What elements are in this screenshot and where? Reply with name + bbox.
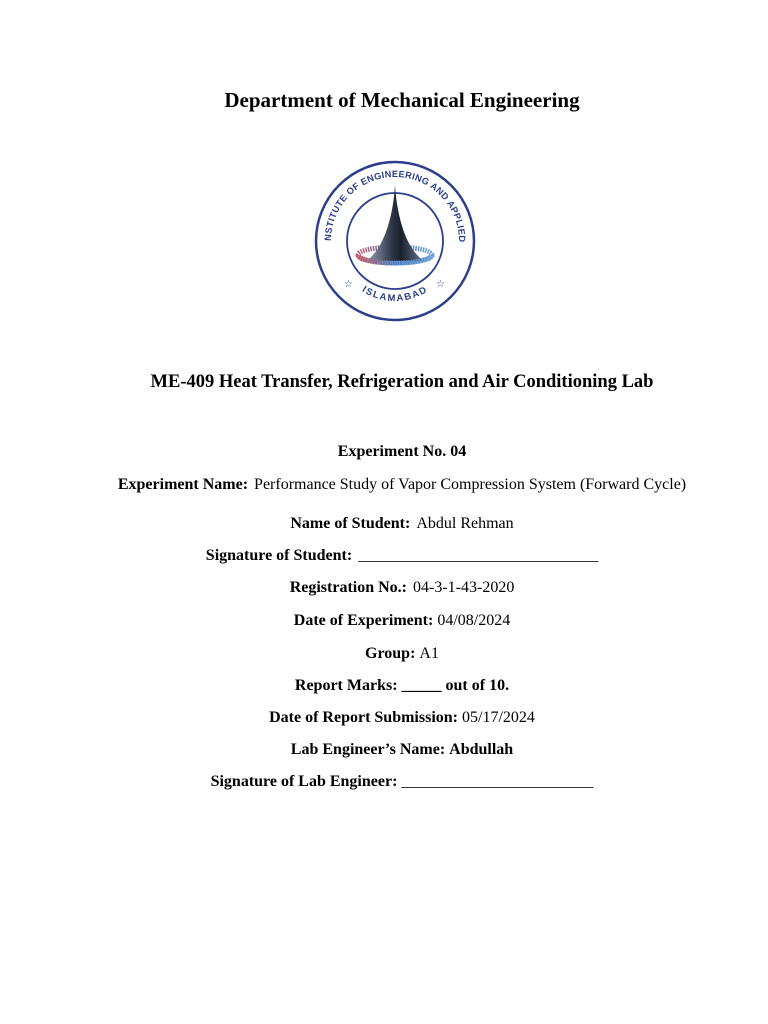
registration-row bbox=[18, 580, 768, 596]
logo-bottom-text: ISLAMABAD bbox=[360, 284, 430, 305]
date-experiment-label: Date of Experiment: bbox=[293, 612, 434, 629]
date-experiment-value: 04/08/2024 bbox=[437, 612, 511, 629]
department-title: Department of Mechanical Engineering bbox=[224, 88, 580, 112]
svg-text:ISLAMABAD bbox=[360, 284, 430, 304]
experiment-name-row bbox=[18, 477, 768, 493]
experiment-number: Experiment No. 04 bbox=[337, 443, 467, 460]
institute-seal-icon bbox=[314, 157, 476, 325]
engineer-name-label: Lab Engineer’s Name: bbox=[290, 741, 446, 758]
student-name-row bbox=[18, 516, 768, 532]
report-marks-row bbox=[18, 678, 768, 694]
student-signature-label: Signature of Student: bbox=[205, 547, 353, 564]
group-value: A1 bbox=[419, 645, 439, 662]
submission-date-value: 05/17/2024 bbox=[462, 709, 535, 726]
student-signature-row bbox=[18, 548, 768, 564]
registration-value: 04-3-1-43-2020 bbox=[413, 579, 515, 596]
engineer-signature-row bbox=[18, 774, 768, 790]
left-star-icon: ☆ bbox=[344, 279, 353, 290]
registration-label: Registration No.: bbox=[289, 579, 407, 596]
date-experiment-row bbox=[18, 613, 768, 629]
group-row bbox=[18, 646, 768, 662]
right-star-icon: ☆ bbox=[436, 279, 445, 290]
institute-logo bbox=[314, 157, 476, 325]
submission-date-row bbox=[18, 710, 768, 726]
logo-ring-text: NSTITUTE OF ENGINEERING AND APPLIED bbox=[322, 168, 468, 243]
engineer-name-row bbox=[18, 742, 768, 758]
report-marks-label: Report Marks: bbox=[294, 677, 398, 694]
experiment-name-value: Performance Study of Vapor Compression System (Forward Cycle) bbox=[254, 476, 687, 493]
student-name-label: Name of Student: bbox=[290, 515, 411, 532]
experiment-name-label: Experiment Name: bbox=[117, 476, 249, 493]
student-signature-line: ______________________________ bbox=[358, 547, 599, 564]
report-marks-suffix: out of 10. bbox=[445, 677, 510, 694]
engineer-signature-label: Signature of Lab Engineer: bbox=[210, 773, 398, 790]
engineer-name-value: Abdullah bbox=[449, 741, 514, 758]
engineer-signature-line: ________________________ bbox=[401, 773, 594, 790]
course-title: ME-409 Heat Transfer, Refrigeration and Air Conditioning Lab bbox=[150, 372, 654, 392]
report-marks-blank: _____ bbox=[401, 677, 442, 694]
submission-date-label: Date of Report Submission: bbox=[269, 709, 458, 726]
student-name-value: Abdul Rehman bbox=[416, 515, 514, 532]
group-label: Group: bbox=[365, 645, 416, 662]
